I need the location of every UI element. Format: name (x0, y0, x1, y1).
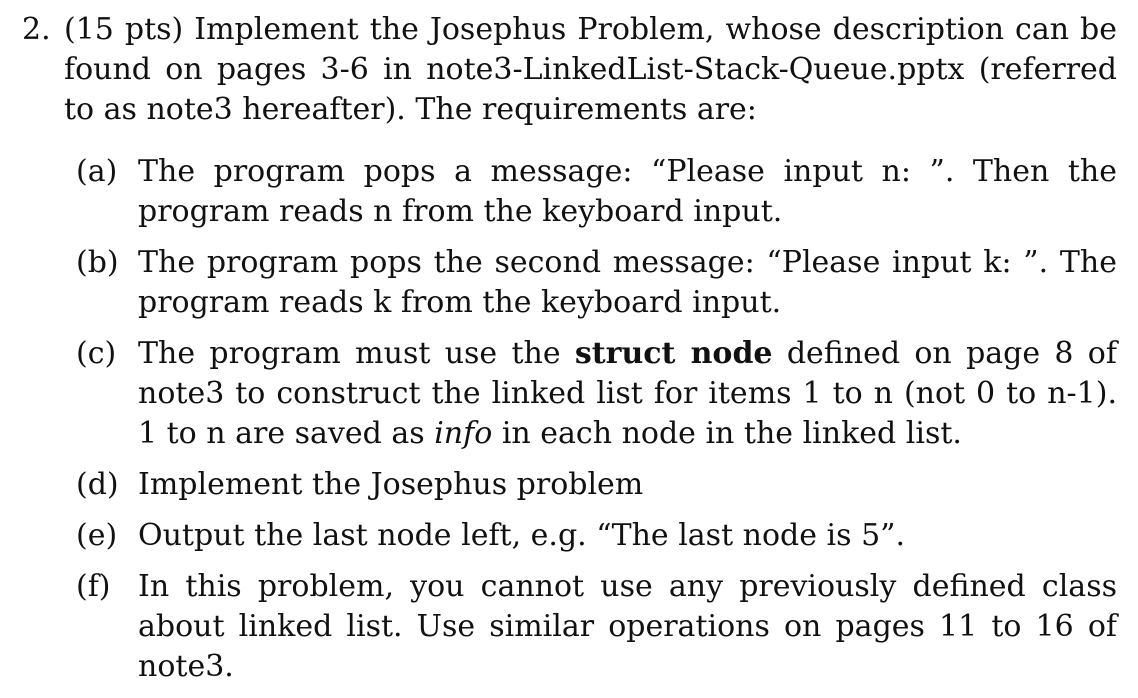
requirement-text (138, 334, 1117, 454)
requirement-e (76, 516, 1117, 556)
requirement-text (138, 516, 1117, 556)
problem-header (22, 10, 1117, 130)
requirement-text-part: in each node in the linked list. (492, 416, 962, 451)
struct-node-term: struct node (574, 336, 773, 371)
requirement-text-part: Output the last node left, e.g. “The last node is 5”. (138, 518, 906, 553)
requirement-text (138, 567, 1117, 687)
requirement-c (76, 334, 1117, 454)
requirement-label: (b) (76, 245, 119, 280)
requirement-label: (f) (76, 569, 111, 604)
requirement-text (138, 243, 1117, 323)
requirements-list (76, 152, 1117, 687)
requirement-text (138, 465, 1117, 505)
requirement-text-part: The program must use the (138, 336, 575, 371)
requirement-text-part: The program pops a message: “Please input n: ”. Then the program reads n from the keyboard input. (138, 154, 1117, 229)
requirement-f (76, 567, 1117, 687)
requirement-text-part: Implement the Josephus problem (138, 467, 644, 502)
requirement-label: (e) (76, 518, 118, 553)
requirement-b (76, 243, 1117, 323)
info-term: info (434, 416, 493, 451)
problem-number: 2. (22, 12, 51, 47)
requirement-label: (c) (76, 336, 117, 371)
problem-intro: (15 pts) Implement the Josephus Problem, whose description can be found on pages 3-6 in note3-LinkedList-Stack-Queue.pptx (referred to as note3 hereafter). The requirements are: (64, 12, 1117, 127)
requirement-label: (a) (76, 154, 118, 189)
requirement-d (76, 465, 1117, 505)
requirement-label: (d) (76, 467, 119, 502)
requirement-text-part: The program pops the second message: “Please input k: ”. The program reads k from the keyboard input. (138, 245, 1117, 320)
requirement-a (76, 152, 1117, 232)
requirement-text-part: In this problem, you cannot use any previously defined class about linked list. Use similar operations on pages 11 to 16 of note3. (138, 569, 1117, 684)
requirement-text-part: defined on page 8 of note3 to construct the linked list for items 1 to n (not 0 to n-1). 1 to n are saved as (138, 336, 1117, 451)
requirement-text (138, 152, 1117, 232)
problem-block (22, 10, 1117, 698)
